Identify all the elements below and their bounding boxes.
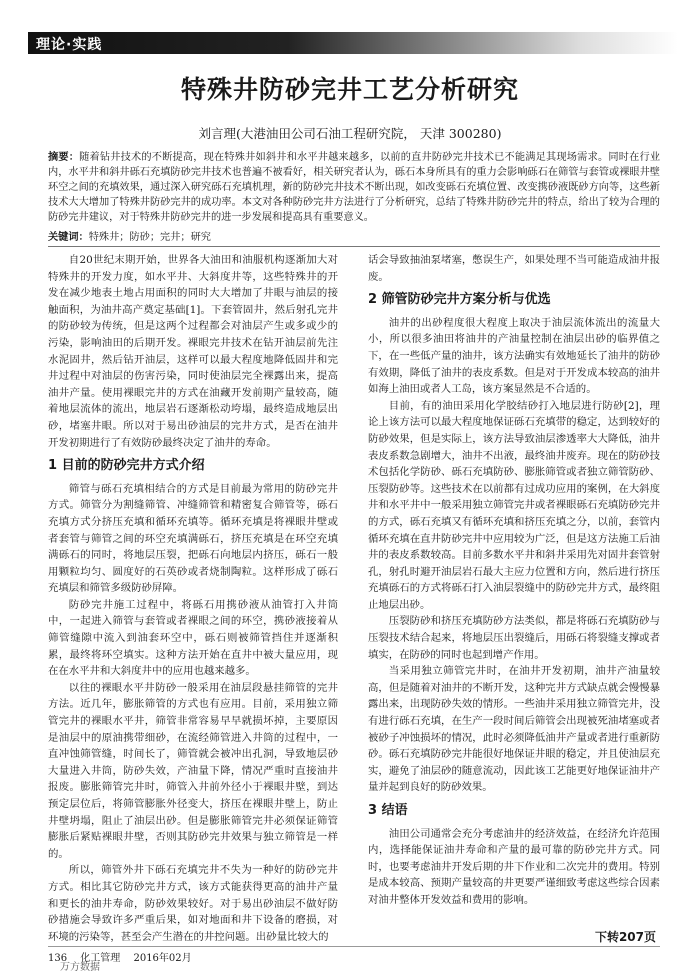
paragraph: 所以，筛管外井下砾石充填完井不失为一种好的防砂完井方式。相比其它防砂完井方式，该方式能获得更高的油井产量和更长的油井寿命，防砂效果较好。对于易出砂油层不做好防砂措施会导致许多严重后果，如对地面和井下设备的磨损，对环境的污染等，甚至会产生潜在的井控问题。出砂量比较大的 [48, 864, 338, 943]
paragraph: 油田公司通常会充分考虑油井的经济效益，在经济允许范围内，选择能保证油井寿命和产量的最可靠的防砂完井方式。同时，也要考虑油井开发后期的井下作业和二次完井的费用。特别是成本较高、预期产量较高的井更要严谨细致考虑这些综合因素对油井整体开发效益和费用的影响。 [368, 827, 660, 906]
author-line: 刘言理(大港油田公司石油工程研究院， 天津 300280) [198, 126, 502, 141]
paragraph: 防砂完井施工过程中，将砾石用携砂液从油管打入井筒中，一起进入筛管与套管或者裸眼之间的环空，携砂液接着从筛管缝隙中流入到油套环空中，砾石则被筛管挡住并逐渐积累，最终将环空填实。这种方法开始在直井中被大量应用，现在在水平井和大斜度井中的应用也越来越多。 [48, 598, 338, 678]
article-title: 特殊井防砂完井工艺分析研究 [180, 75, 519, 104]
section-banner [28, 32, 678, 54]
issue-date: 2016年02月 [133, 953, 192, 964]
section-label: 理论·实践 [36, 37, 103, 53]
paragraph: 油井的出砂程度很大程度上取决于油层流体流出的流量大小，所以很多油田将油井的产油量控制在油层出砂的临界值之下，在一些低产量的油井，该方法确实有效地延长了油井的防砂有效期，降低了油井的表皮系数。但是对于开发成本较高的油井如海上油田或者人工岛，该方案显然是不合适的。 [368, 316, 660, 396]
page-number: 136 [48, 953, 68, 964]
abstract [48, 150, 660, 225]
paragraph: 筛管与砾石充填相结合的方式是目前最为常用的防砂完井方式。筛管分为割缝筛管、冲缝筛管和精密复合筛管等，砾石充填方式分挤压充填和循环充填等。循环充填是将裸眼井壁或者套管与筛管之间的环空充填满砾石，挤压充填是在环空充填满砾石的同时，将地层压裂，把砾石向地层内挤压，砾石一般用颗粒均匀、圆度好的石英砂或者烧制陶粒。这样形成了砾石充填层和筛管多级防砂屏障。 [48, 482, 338, 595]
keywords-text: 特殊井；防砂；完井；研究 [88, 232, 211, 243]
continued-note: 下转207页 [594, 930, 656, 944]
right-column [368, 252, 660, 909]
paragraph: 压裂防砂和挤压充填防砂方法类似，都是将砾石充填防砂与压裂技术结合起来，将地层压出裂缝后，用砾石将裂缝支撑或者填实，在防砂的同时也起到增产作用。 [368, 615, 660, 661]
paragraph: 以往的裸眼水平井防砂一般采用在油层段悬挂筛管的完井方法。近几年，膨胀筛管的方式也有应用。目前，采用独立筛管完井的裸眼水平井，筛管非常容易早早就损坏掉，主要原因是油层中的原油携带细砂，在流经筛管进入井筒的过程中，一直冲蚀筛管缝，时间长了，筛管就会被冲出孔洞，导致地层砂大量进入井筒，防砂失效，产油量下降，情况严重时直接油井报废。膨胀筛管完井时，筛管入井前外径小于裸眼井壁，到达预定层位后，将筛管膨胀外径变大，挤压在裸眼井壁上，防止井壁坍塌，阻止了油层出砂。但是膨胀筛管完井必须保证筛管膨胀后紧贴裸眼井壁，否则其防砂完井效果与独立筛管是一样的。 [48, 681, 338, 860]
left-column [48, 252, 338, 945]
paragraph: 当采用独立筛管完井时，在油井开发初期，油井产油量较高，但是随着对油井的不断开发，这种完井方式缺点就会慢慢暴露出来，出现防砂失效的情形。一些油井采用独立筛管完井，没有进行砾石充填，在生产一段时间后筛管会出现被死油堵塞或者被砂子冲蚀损坏的情况，此时必须降低油井产量或者进行重新防砂。砾石充填防砂完井能很好地保证井眼的稳定，并且使油层充实，避免了油层砂的随意流动，因此该工艺能更好地保证油井产量并起到良好的防砂效果。 [368, 665, 660, 794]
section-heading: 3 结语 [368, 803, 408, 818]
keywords [48, 228, 660, 243]
paragraph: 目前，有的油田采用化学胶结砂打入地层进行防砂[2]，理论上该方法可以最大程度地保证砾石充填带的稳定，达到较好的防砂效果，但是实际上，该方法导致油层渗透率大大降低，油井表皮系数急剧增大，油井不出液，最终油井废弃。现在的防砂技术包括化学防砂、砾石充填防砂、膨胀筛管或者独立筛管防砂、压裂防砂等。这些技术在以前都有过成功应用的案例，在大斜度井和水平井中一般采用独立筛管完井或者裸眼砾石充填防砂完井的方式，砾石充填又有循环充填和挤压充填之分，以前，套管内循环充填在直井防砂完井中应用较为广泛，但是这方法施工后油井的表皮系数较高。目前多数水平井和斜井采用先对固井套管射孔，射孔时避开油层岩石最大主应力位置和方向，然后进行挤压充填砾石的方式将砾石打入油层裂缝中的防砂完井方式，最终阻止地层出砂。 [368, 399, 660, 611]
keywords-label: 关键词： [48, 232, 89, 243]
abstract-text: 随着钻井技术的不断提高，现在特殊井如斜井和水平井越来越多，以前的直井防砂完井技术已不能满足其现场需求。同时在行业内，水平井和斜井砾石充填防砂完井技术也普遍不被看好，相关研究者认为，砾石本身所具有的重力会影响砾石在筛管与套管或裸眼井壁环空之间的充填效果，通过深入研究砾石充填机理，新的防砂完井技术不断出现，如改变砾石充填位置、改变携砂液既砂方向等，这些新技术大大增加了特殊井防砂完井的成功率。本文对各种防砂完井方法进行了分析研究，总结了特殊井防砂完井的特点，给出了较为合理的防砂完井建议，对于特殊井防砂完井的进一步发展和提高具有重要意义。 [48, 152, 661, 223]
paragraph: 话会导致抽油泵堵塞，憋误生产，如果处理不当可能造成油井报废。 [368, 254, 660, 283]
abstract-label: 摘要： [48, 152, 80, 163]
page-footer [48, 946, 660, 963]
divider [48, 246, 660, 247]
section-heading: 1 目前的防砂完井方式介绍 [48, 458, 205, 474]
paragraph: 自20世纪末期开始，世界各大油田和油服机构逐渐加大对特殊井的开发力度，如水平井、大斜度井等，这些特殊井的开发在减少地表土地占用面积的同时大大增加了井眼与油层的接触面积，为油井高产奠定基础[1]。下套管固井，然后射孔完井的防砂较为传统，但是这两个过程都会对油层产生或多或少的污染，影响油田的后期开发。裸眼完井技术在钻开油层前先注水泥固井，然后钻开油层，这样可以最大程度地降低固井和完井过程中对油层的伤害污染，同时使油层完全裸露出来，提高油井产量。使用裸眼完井的方式在油藏开发前期产量较高，随着地层流体的流出，地层岩石逐渐松动垮塌，最终造成地层出砂，堵塞井眼。所以对于易出砂油层的完井方式，是否在油井开发初期进行了有效防砂最终决定了油井的寿命。 [48, 254, 338, 449]
section-heading: 2 筛管防砂完井方案分析与优选 [368, 292, 551, 308]
journal-name: 化工管理 [80, 953, 121, 964]
watermark: 万方数据 [60, 962, 100, 973]
